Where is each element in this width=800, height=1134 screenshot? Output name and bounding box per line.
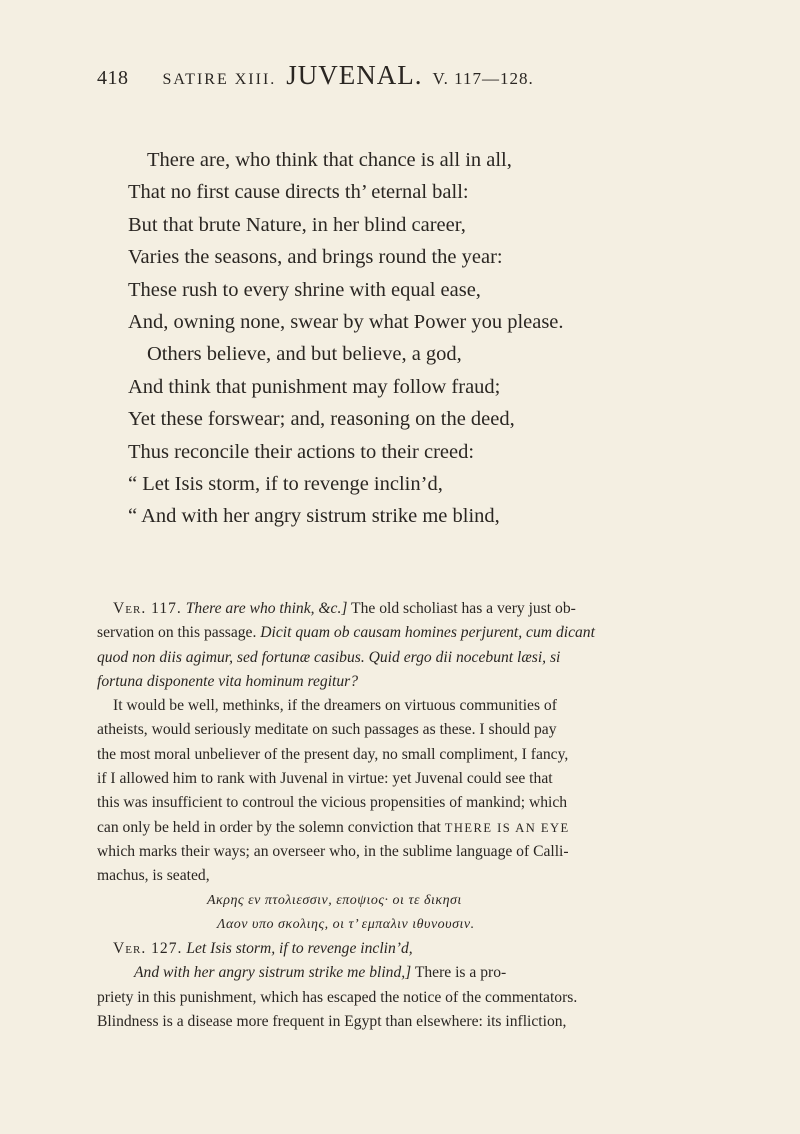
note-line: atheists, would seriously meditate on such passages as these. I should pay: [97, 721, 557, 739]
note-text: There is a pro-: [411, 964, 507, 982]
author-name: JUVENAL.: [286, 60, 423, 90]
latin-quote: quod non diis agimur, sed fortunæ casibus. Quid ergo dii nocebunt læsi, si: [97, 648, 561, 666]
poem-line: And think that punishment may follow fraud;: [128, 375, 501, 398]
note-line: [97, 670, 717, 694]
note-line: which marks their ways; an overseer who, in the sublime language of Calli-: [97, 842, 569, 860]
poem-line: There are, who think that chance is all in all,: [147, 149, 512, 171]
page-number: 418: [97, 67, 129, 89]
note-lemma: Let Isis storm, if to revenge inclin’d,: [186, 940, 413, 958]
note-line: machus, is seated,: [97, 867, 210, 885]
greek-verse: Ακρης εν πτολιεσσιν, εποψιος· οι τε δικησι: [207, 892, 462, 908]
poem-line: “ And with her angry sistrum strike me blind,: [128, 505, 500, 528]
note-line: [97, 597, 717, 621]
small-caps-phrase: THERE IS AN EYE: [444, 820, 570, 835]
note-line: this was insufficient to controul the vicious propensities of mankind; which: [97, 794, 568, 812]
note-text: servation on this passage.: [97, 624, 257, 642]
note-line: [97, 621, 717, 645]
footnotes: [97, 597, 717, 1034]
poem-line: Others believe, and but believe, a god,: [147, 343, 462, 366]
note-line: [97, 816, 717, 840]
note-line: if I allowed him to rank with Juvenal in virtue: yet Juvenal could see that: [97, 770, 553, 788]
verse-ref: Ver. 127.: [113, 940, 183, 958]
poem-line: These rush to every shrine with equal ease,: [128, 278, 481, 301]
note-line: [97, 646, 717, 670]
latin-quote: fortuna disponente vita hominum regitur?: [97, 672, 359, 690]
note-line: priety in this punishment, which has escaped the notice of the commentators.: [97, 988, 578, 1006]
note-line: [97, 937, 717, 961]
satire-number: SATIRE XIII.: [162, 71, 277, 88]
poem-line: Varies the seasons, and brings round the year:: [128, 246, 503, 269]
poem-line: “ Let Isis storm, if to revenge inclin’d,: [128, 472, 443, 495]
poem-line: That no first cause directs th’ eternal ball:: [128, 181, 469, 204]
poem-line: Thus reconcile their actions to their creed:: [128, 440, 475, 463]
greek-verse: Λαον υπο σκολιης, οι τ’ εμπαλιν ιθυνουσιν.: [217, 916, 475, 932]
note-line: It would be well, methinks, if the dreamers on virtuous communities of: [113, 697, 557, 715]
latin-quote: Dicit quam ob causam homines perjurent, cum dicant: [256, 624, 595, 642]
running-header: [97, 60, 697, 91]
poem-line: But that brute Nature, in her blind career,: [128, 213, 466, 236]
poem-line: And, owning none, swear by what Power you please.: [128, 310, 564, 333]
note-line: Blindness is a disease more frequent in Egypt than elsewhere: its infliction,: [97, 1013, 567, 1031]
note-lemma: There are who think, &c.]: [185, 600, 348, 617]
poem-block: [128, 144, 768, 533]
verse-range: V. 117—128.: [432, 69, 534, 88]
verse-ref: Ver. 117.: [113, 600, 182, 617]
note-line: [97, 961, 717, 985]
note-text: can only be held in order by the solemn conviction that: [97, 818, 445, 836]
note-text: The old scholiast has a very just ob-: [347, 600, 576, 617]
poem-line: Yet these forswear; and, reasoning on the deed,: [128, 408, 515, 431]
note-lemma: And with her angry sistrum strike me blind,]: [134, 964, 412, 982]
note-line: the most moral unbeliever of the present day, no small compliment, I fancy,: [97, 745, 569, 763]
